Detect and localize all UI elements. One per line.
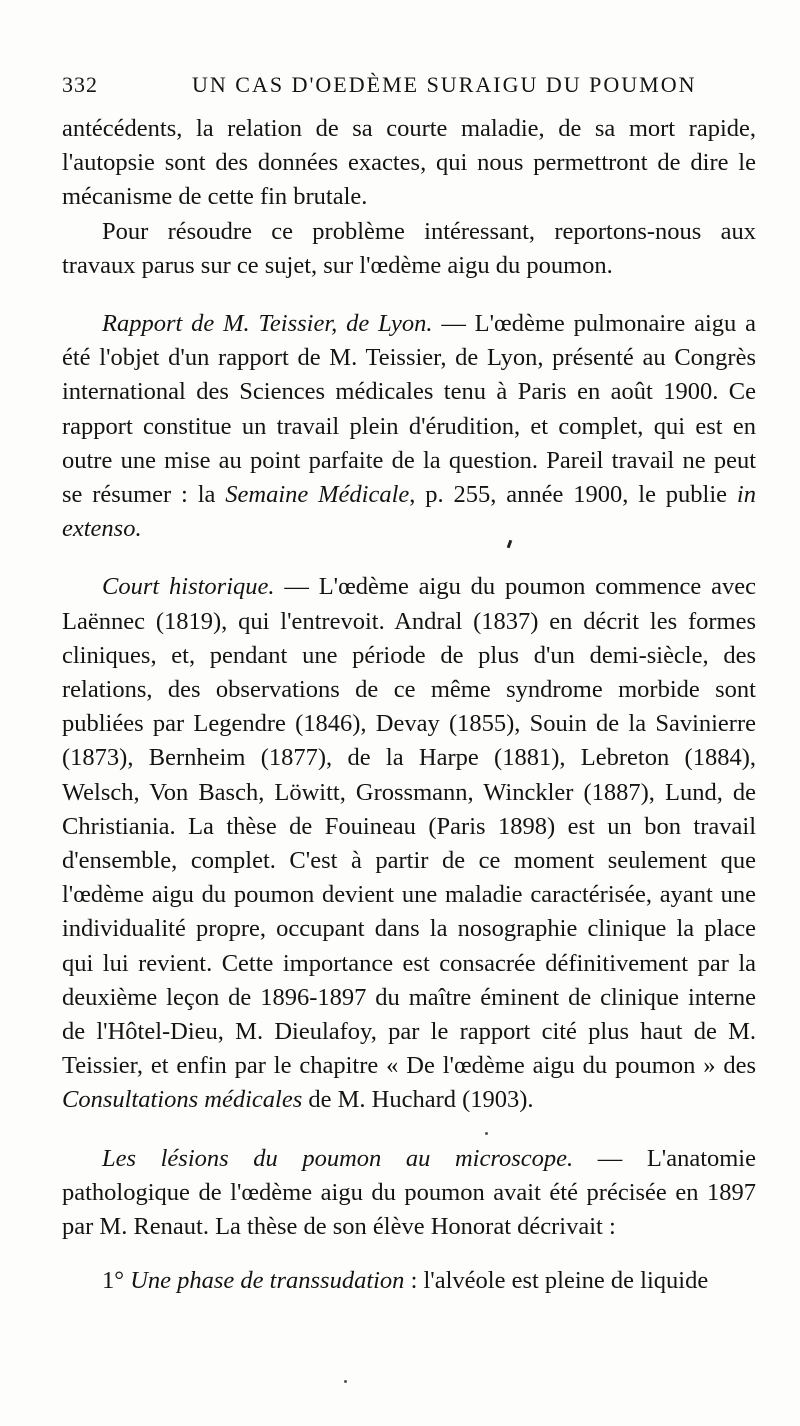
paragraph-historique xyxy=(62,570,756,1117)
paragraph-2-text: Pour résoudre ce problème intéressant, reportons-nous aux travaux parus sur ce sujet, sur l'œdème aigu du poumon. xyxy=(62,217,756,279)
page-header xyxy=(62,72,762,106)
lesions-body: — L'anatomie pathologique de l'œdème aigu du poumon avait été précisée en 1897 par M. Renaut. La thèse de son élève Honorat décrivait : xyxy=(62,1144,756,1241)
paragraph-gap-small xyxy=(62,1244,756,1264)
page-number: 332 xyxy=(62,72,98,97)
phase-body: : l'alvéole est pleine de liquide xyxy=(404,1267,709,1295)
rapport-heading: Rapport de M. Teissier, de Lyon. xyxy=(102,310,433,338)
paragraph-2 xyxy=(62,215,756,283)
historique-body-a: — L'œdème aigu du poumon commence avec Laënnec (1819), qui l'entrevoit. Andral (1837) en décrit les formes cliniques, et, pendant une période de plus d'un demi-siècle, des relations, des observations de ce même syndrome morbide sont publiées par Legendre (1846), Devay (1855), Souin de la Savinierre (1873), Bernheim (1877), de la Harpe (1881), Lebreton (1884), Welsch, Von Basch, Löwitt, Grossmann, Winckler (1887), Lund, de Christiania. La thèse de Fouineau (Paris 1898) est un bon travail d'ensemble, complet. C'est à partir de ce moment seulement que l'œdème aigu du poumon devient une maladie caractérisée, ayant une individualité propre, occupant dans la nosographie clinique la place qui lui revient. Cette importance est consacrée définitivement par la deuxième leçon de 1896-1897 du maître éminent de clinique interne de l'Hôtel-Dieu, M. Dieulafoy, par le rapport cité plus haut de M. Teissier, et enfin par le chapitre « De l'œdème aigu du poumon » des xyxy=(62,573,756,1080)
paragraph-gap xyxy=(62,546,756,570)
semaine-medicale-title: Semaine Médicale xyxy=(225,481,410,509)
paragraph-rapport xyxy=(62,307,756,546)
paragraph-lesions xyxy=(62,1142,756,1245)
phase-number: 1° xyxy=(102,1267,125,1295)
ink-speck xyxy=(485,1132,488,1135)
ink-speck xyxy=(344,1380,347,1383)
lesions-heading: Les lésions du poumon au microscope. xyxy=(102,1144,574,1172)
rapport-body-a: — L'œdème pulmonaire aigu a été l'objet d'un rapport de M. Teissier, de Lyon, présenté au Congrès international des Sciences médicales tenu à Paris en août 1900. Ce rapport constitue un travail plein d'érudition, et complet, qui est en outre une mise au point parfaite de la question. Pareil travail ne peut se résumer : la xyxy=(62,310,756,509)
paragraph-1-text: antécédents, la relation de sa courte maladie, de sa mort rapide, l'autopsie sont des données exactes, qui nous permettront de dire le mécanisme de cette fin brutale. xyxy=(62,115,756,211)
in-extenso: in extenso. xyxy=(62,481,756,543)
historique-body-b: de M. Huchard (1903). xyxy=(302,1086,534,1114)
body-text xyxy=(62,112,756,1299)
phase-heading: Une phase de transsudation xyxy=(130,1267,405,1295)
paragraph-1 xyxy=(62,112,756,215)
running-title: UN CAS D'OEDÈME SURAIGU DU POUMON xyxy=(192,72,697,97)
paragraph-phase xyxy=(62,1264,756,1298)
consultations-medicales-title: Consultations médicales xyxy=(62,1086,303,1114)
rapport-body-b: , p. 255, année 1900, le publie xyxy=(409,481,737,509)
paragraph-gap xyxy=(62,283,756,307)
paragraph-gap xyxy=(62,1118,756,1142)
historique-heading: Court historique. xyxy=(102,573,275,601)
